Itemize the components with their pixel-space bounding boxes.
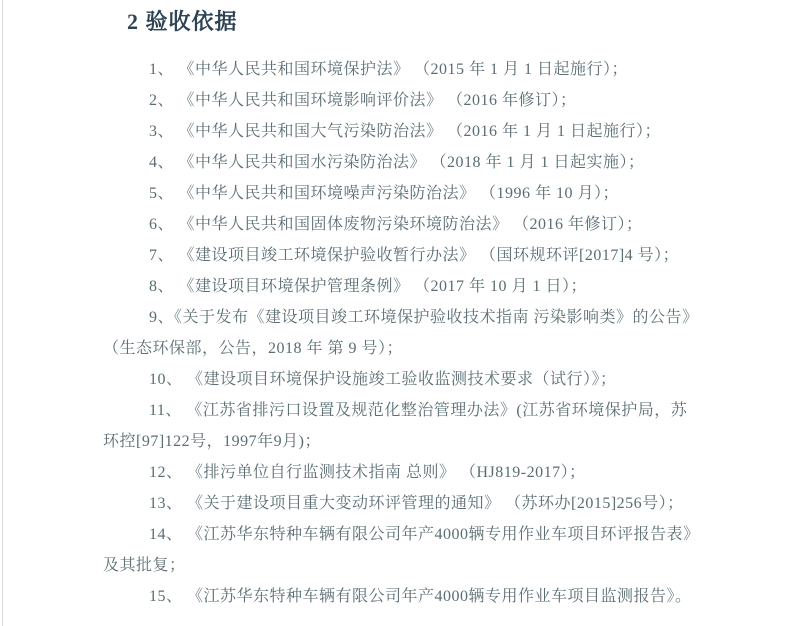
reference-item-4: 4、 《中华人民共和国水污染防治法》 （2018 年 1 月 1 日起实施）； (149, 154, 645, 171)
reference-item-11-continuation: 环控[97]122号，1997年9月)； (103, 433, 321, 450)
reference-item-5: 5、 《中华人民共和国环境噪声污染防治法》 （1996 年 10 月）； (149, 185, 620, 202)
reference-item-14-continuation: 及其批复； (103, 557, 186, 574)
reference-item-9-continuation: （生态环保部，公告，2018 年 第 9 号）； (103, 340, 404, 357)
reference-item-15: 15、 《江苏华东特种车辆有限公司年产4000辆专用作业车项目监测报告》。 (149, 588, 692, 605)
reference-item-14: 14、 《江苏华东特种车辆有限公司年产4000辆专用作业车项目环评报告表》 (149, 526, 700, 543)
page-edge-line (2, 0, 3, 626)
reference-list (103, 54, 743, 612)
reference-item-8: 8、 《建设项目环境保护管理条例》 （2017 年 10 月 1 日）； (149, 278, 588, 295)
reference-item-13: 13、 《关于建设项目重大变动环评管理的通知》 （苏环办[2015]256号）； (149, 495, 684, 512)
reference-item-1: 1、 《中华人民共和国环境保护法》 （2015 年 1 月 1 日起施行）； (149, 61, 629, 78)
document-page (103, 4, 743, 612)
reference-item-10: 10、 《建设项目环境保护设施竣工验收监测技术要求（试行）》； (149, 371, 617, 388)
reference-item-6: 6、 《中华人民共和国固体废物污染环境防治法》 （2016 年修订）； (149, 216, 643, 233)
reference-item-11: 11、 《江苏省排污口设置及规范化整治管理办法》(江苏省环境保护局，苏 (149, 402, 688, 419)
reference-item-9: 9、《关于发布《建设项目竣工环境保护验收技术指南 污染影响类》的公告》 (149, 309, 699, 326)
reference-item-3: 3、 《中华人民共和国大气污染防治法》 （2016 年 1 月 1 日起施行）； (149, 123, 662, 140)
section-heading: 2 验收依据 (127, 9, 238, 34)
reference-item-2: 2、 《中华人民共和国环境影响评价法》 （2016 年修订）； (149, 92, 577, 109)
reference-item-12: 12、 《排污单位自行监测技术指南 总则》 （HJ819-2017）； (149, 464, 586, 481)
reference-item-7: 7、 《建设项目竣工环境保护验收暂行办法》 （国环规环评[2017]4 号）； (149, 247, 680, 264)
